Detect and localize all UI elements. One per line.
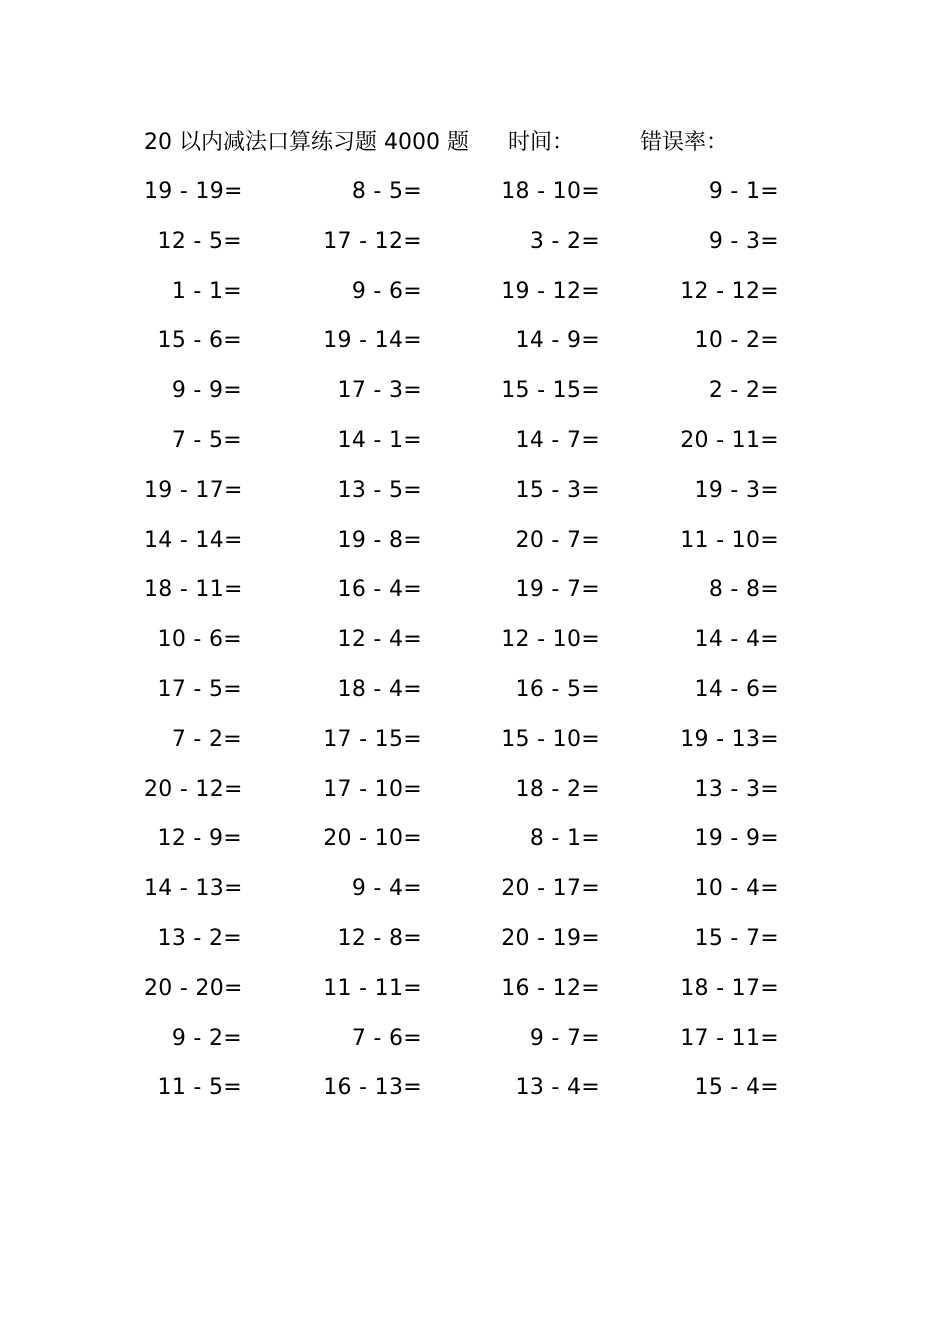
subtraction-problem: 12 - 8= <box>337 925 422 951</box>
subtraction-problem: 14 - 4= <box>694 627 779 653</box>
subtraction-problem: 18 - 2= <box>515 776 600 802</box>
subtraction-problem: 15 - 15= <box>501 378 600 404</box>
problem-row <box>144 1019 804 1069</box>
subtraction-problem: 19 - 8= <box>337 527 422 553</box>
subtraction-problem: 2 - 2= <box>708 378 779 404</box>
problem-row <box>144 919 804 969</box>
subtraction-problem: 12 - 10= <box>501 627 600 653</box>
problem-row <box>144 1068 804 1118</box>
subtraction-problem: 14 - 1= <box>337 427 422 453</box>
subtraction-problem: 17 - 5= <box>157 676 242 702</box>
subtraction-problem: 9 - 2= <box>171 1025 242 1051</box>
subtraction-problem: 16 - 4= <box>337 577 422 603</box>
subtraction-problem: 12 - 4= <box>337 627 422 653</box>
problem-row <box>144 670 804 720</box>
subtraction-problem: 7 - 2= <box>171 726 242 752</box>
problem-row <box>144 720 804 770</box>
subtraction-problem: 12 - 5= <box>157 228 242 254</box>
problem-row <box>144 869 804 919</box>
subtraction-problem: 15 - 6= <box>157 328 242 354</box>
subtraction-problem: 19 - 3= <box>694 477 779 503</box>
subtraction-problem: 7 - 5= <box>171 427 242 453</box>
subtraction-problem: 12 - 9= <box>157 826 242 852</box>
subtraction-problem: 17 - 12= <box>323 228 422 254</box>
problem-row <box>144 570 804 620</box>
subtraction-problem: 20 - 12= <box>144 776 243 802</box>
subtraction-problem: 19 - 9= <box>694 826 779 852</box>
problem-row <box>144 222 804 272</box>
subtraction-problem: 14 - 9= <box>515 328 600 354</box>
subtraction-problem: 16 - 13= <box>323 1075 422 1101</box>
problem-row <box>144 172 804 222</box>
subtraction-problem: 19 - 12= <box>501 278 600 304</box>
subtraction-problem: 18 - 10= <box>501 179 600 204</box>
subtraction-problem: 3 - 2= <box>529 228 600 254</box>
worksheet-title: 20 以内减法口算练习题 4000 题 <box>144 130 469 155</box>
subtraction-problem: 19 - 13= <box>680 726 779 752</box>
subtraction-problem: 13 - 3= <box>694 776 779 802</box>
subtraction-problem: 19 - 19= <box>144 179 243 204</box>
subtraction-problem: 17 - 15= <box>323 726 422 752</box>
subtraction-problem: 15 - 4= <box>694 1075 779 1101</box>
problem-row <box>144 620 804 670</box>
subtraction-problem: 18 - 11= <box>144 577 243 603</box>
problem-row <box>144 521 804 571</box>
subtraction-problem: 7 - 6= <box>351 1025 422 1051</box>
problem-row <box>144 471 804 521</box>
subtraction-problem: 15 - 7= <box>694 925 779 951</box>
subtraction-problem: 20 - 17= <box>501 876 600 902</box>
subtraction-problem: 20 - 11= <box>680 427 779 453</box>
problem-row <box>144 421 804 471</box>
problem-row <box>144 969 804 1019</box>
subtraction-problem: 14 - 14= <box>144 527 243 553</box>
subtraction-problem: 20 - 19= <box>501 925 600 951</box>
subtraction-problem: 9 - 1= <box>708 179 779 204</box>
subtraction-problem: 12 - 12= <box>680 278 779 304</box>
subtraction-problem: 1 - 1= <box>171 278 242 304</box>
worksheet-header <box>144 126 844 160</box>
subtraction-problem: 13 - 2= <box>157 925 242 951</box>
subtraction-problem: 9 - 6= <box>351 278 422 304</box>
subtraction-problem: 10 - 4= <box>694 876 779 902</box>
subtraction-problem: 19 - 17= <box>144 477 243 503</box>
problem-row <box>144 272 804 322</box>
problem-row <box>144 371 804 421</box>
subtraction-problem: 8 - 5= <box>351 179 422 204</box>
subtraction-problem: 16 - 12= <box>501 975 600 1001</box>
subtraction-problem: 11 - 5= <box>157 1075 242 1101</box>
subtraction-problem: 18 - 4= <box>337 676 422 702</box>
subtraction-problem: 9 - 3= <box>708 228 779 254</box>
subtraction-problem: 19 - 7= <box>515 577 600 603</box>
subtraction-problem: 14 - 7= <box>515 427 600 453</box>
subtraction-problem: 10 - 2= <box>694 328 779 354</box>
subtraction-problem: 20 - 7= <box>515 527 600 553</box>
subtraction-problem: 13 - 4= <box>515 1075 600 1101</box>
subtraction-problem: 18 - 17= <box>680 975 779 1001</box>
subtraction-problem: 14 - 13= <box>144 876 243 902</box>
subtraction-problem: 9 - 9= <box>171 378 242 404</box>
subtraction-problem: 10 - 6= <box>157 627 242 653</box>
error-rate-label: 错误率： <box>640 130 729 155</box>
subtraction-problem: 15 - 3= <box>515 477 600 503</box>
subtraction-problem: 14 - 6= <box>694 676 779 702</box>
problem-row <box>144 819 804 869</box>
subtraction-problem: 17 - 11= <box>680 1025 779 1051</box>
subtraction-problem: 9 - 7= <box>529 1025 600 1051</box>
subtraction-problem: 15 - 10= <box>501 726 600 752</box>
subtraction-problem: 20 - 10= <box>323 826 422 852</box>
subtraction-problem: 17 - 10= <box>323 776 422 802</box>
subtraction-problem: 11 - 11= <box>323 975 422 1001</box>
subtraction-problem: 8 - 1= <box>529 826 600 852</box>
subtraction-problem: 16 - 5= <box>515 676 600 702</box>
subtraction-problem: 19 - 14= <box>323 328 422 354</box>
subtraction-problem: 8 - 8= <box>708 577 779 603</box>
subtraction-problem: 13 - 5= <box>337 477 422 503</box>
subtraction-problem: 20 - 20= <box>144 975 243 1001</box>
time-label: 时间： <box>508 130 575 155</box>
problem-row <box>144 770 804 820</box>
subtraction-problem: 17 - 3= <box>337 378 422 404</box>
subtraction-problem: 9 - 4= <box>351 876 422 902</box>
problem-row <box>144 321 804 371</box>
problem-grid <box>144 172 804 1118</box>
subtraction-problem: 11 - 10= <box>680 527 779 553</box>
